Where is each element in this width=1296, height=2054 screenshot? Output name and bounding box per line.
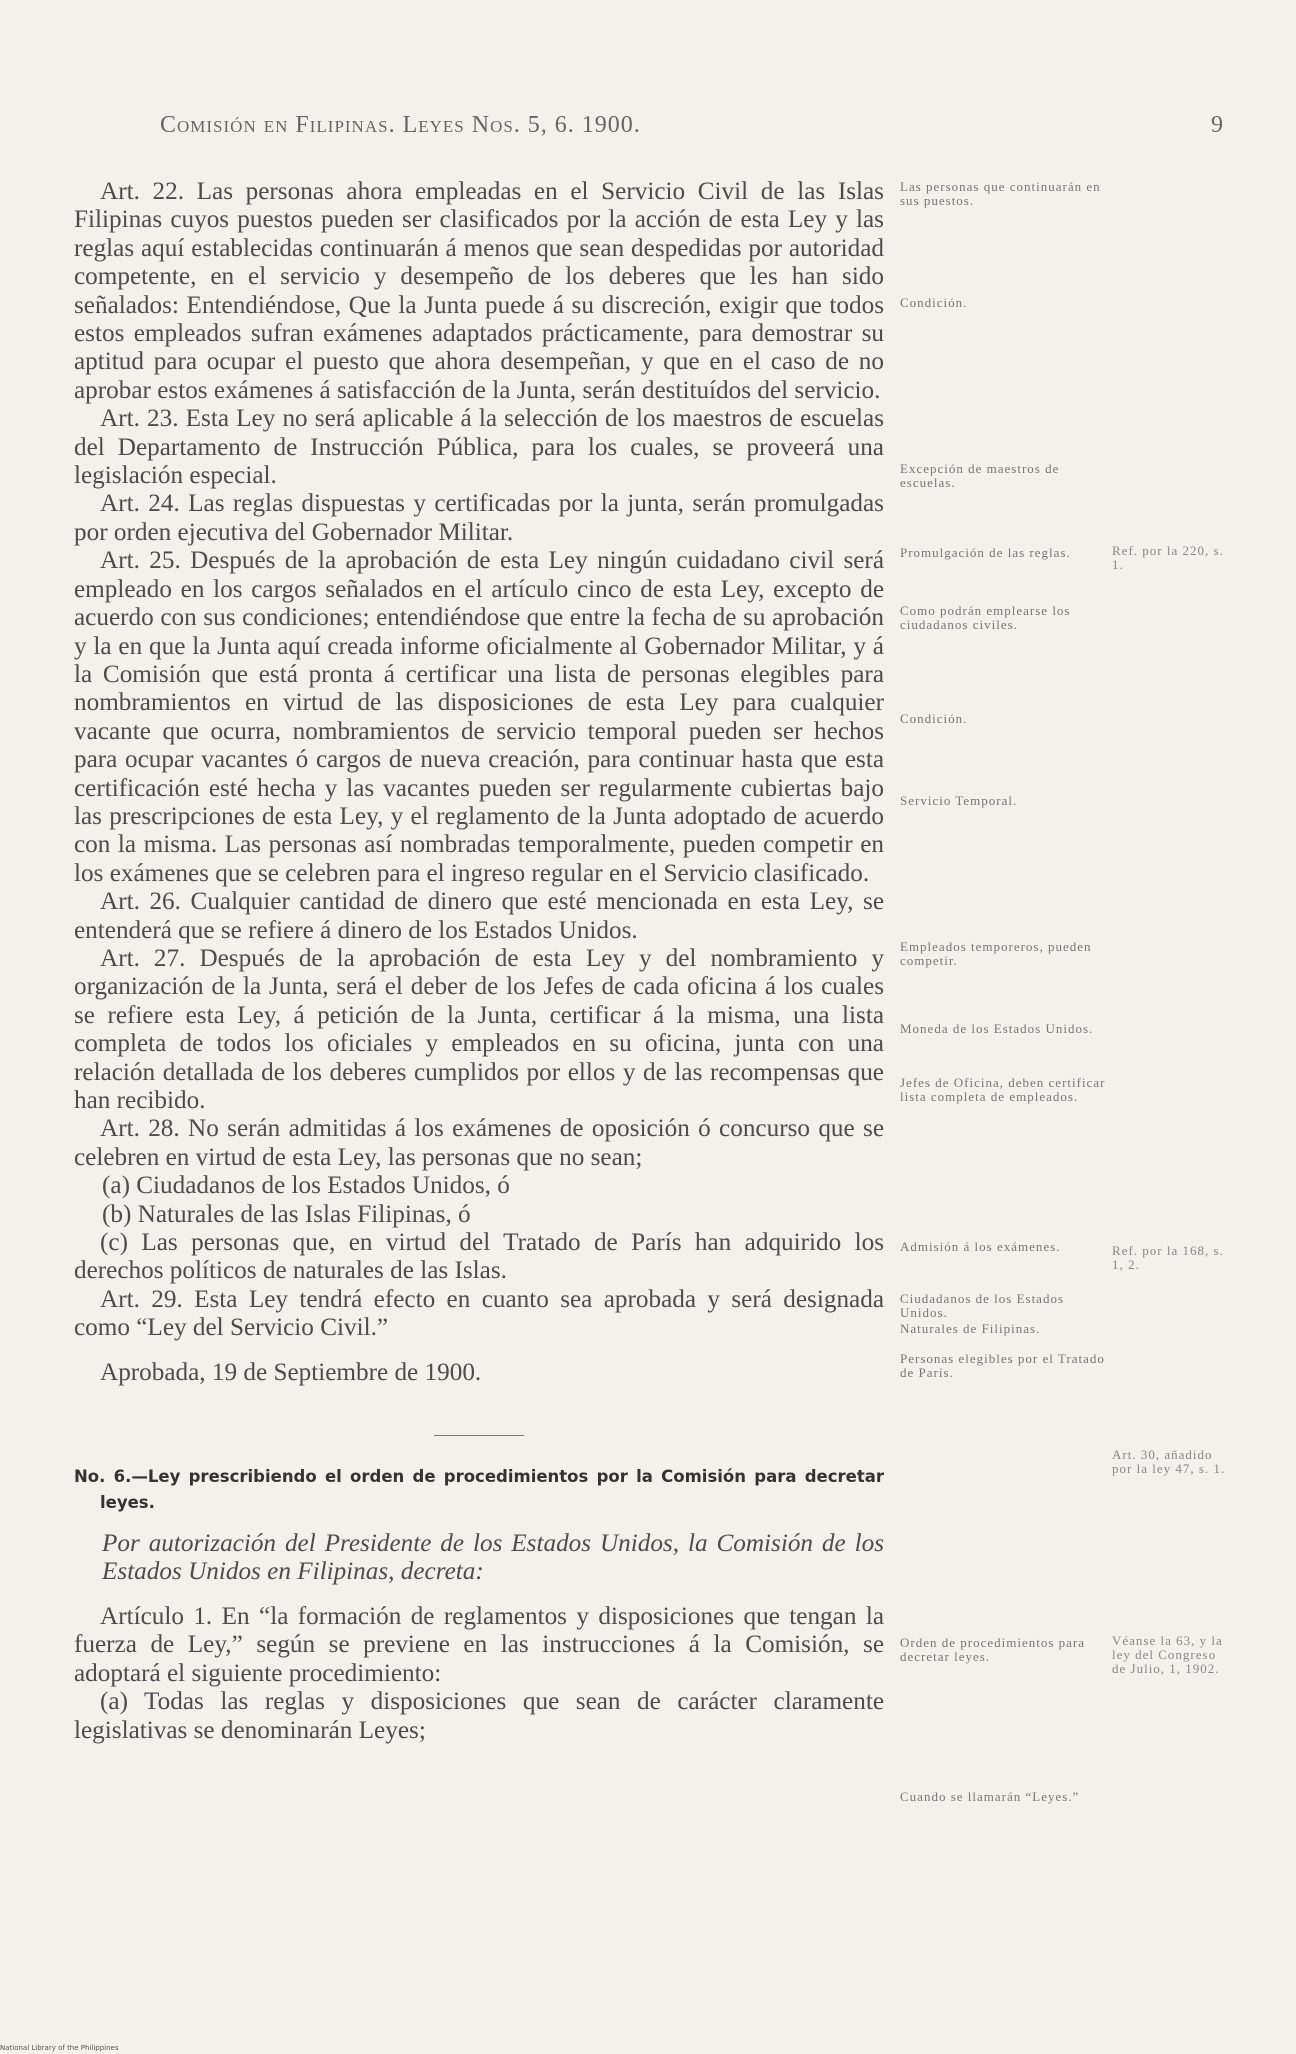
article-23: Art. 23. Esta Ley no será aplicable á la selección de los maestros de escuelas del Departamento de Instrucción Pública, para los cuales, se proveerá una legislación especial.	[74, 405, 884, 490]
article-28-item-b: (b) Naturales de las Islas Filipinas, ó	[102, 1200, 471, 1228]
margin-note: Cuando se llamarán “Leyes.”	[900, 1789, 1080, 1804]
margin-note: Personas elegibles por el Tratado de París.	[900, 1351, 1105, 1380]
reference-note: Véanse la 63, y la ley del Congreso de Julio, 1, 1902.	[1112, 1633, 1223, 1676]
article-24: Art. 24. Las reglas dispuestas y certificadas por la junta, serán promulgadas por orden ejecutiva del Gobernador Militar.	[74, 490, 884, 546]
page-header	[160, 112, 1240, 152]
main-text	[74, 178, 884, 1745]
page-number: 9	[1211, 112, 1224, 138]
margin-note: Moneda de los Estados Unidos.	[900, 1021, 1094, 1036]
margin-note: Admisión á los exámenes.	[900, 1239, 1061, 1254]
article-1-item-a: (a) Todas las reglas y disposiciones que sean de carácter claramente legislativas se denominarán Leyes;	[74, 1688, 884, 1744]
article-29: Art. 29. Esta Ley tendrá efecto en cuanto sea aprobada y será designada como “Ley del Servicio Civil.”	[74, 1285, 884, 1342]
margin-note: Servicio Temporal.	[900, 793, 1018, 808]
article-1: Artículo 1. En “la formación de reglamentos y disposiciones que tengan la fuerza de Ley,” según se previene en las instrucciones á la Comisión, se adoptará el siguiente procedimiento:	[74, 1602, 884, 1687]
law-6-heading: No. 6.—Ley prescribiendo el orden de procedimientos por la Comisión para decretar leyes.	[74, 1467, 884, 1513]
reference-note: Ref. por la 168, s. 1, 2.	[1112, 1243, 1224, 1272]
margin-note: Orden de procedimientos para decretar leyes.	[900, 1635, 1086, 1664]
margin-note: Jefes de Oficina, deben certificar lista completa de empleados.	[900, 1075, 1106, 1104]
margin-note: Naturales de Filipinas.	[900, 1321, 1041, 1336]
margin-note: Condición.	[900, 711, 968, 726]
margin-note: Ciudadanos de los Estados Unidos.	[900, 1291, 1065, 1320]
reference-note: Ref. por la 220, s. 1.	[1112, 543, 1224, 572]
approval-date: Aprobada, 19 de Septiembre de 1900.	[100, 1358, 482, 1386]
article-25: Art. 25. Después de la aprobación de esta Ley ningún cuidadano civil será empleado en los cargos señalados en el artículo cinco de esta Ley, excepto de acuerdo con sus condiciones; entendiéndose que entre la fecha de su aprobación y la en que la Junta aquí creada informe oficialmente al Gobernador Militar, y á la Comisión que está pronta á certificar una lista de personas elegibles para nombramientos en virtud de las disposiciones de esta Ley para cualquier vacante que ocurra, nombramientos de servicio temporal pueden ser hechos para ocupar vacantes ó cargos de nueva creación, para continuar hasta que esta certificación esté hecha y las vacantes pueden ser regularmente cubiertas bajo las prescripciones de esta Ley, y el reglamento de la Junta adoptado de acuerdo con la misma. Las personas así nombradas temporalmente, pueden competir en los exámenes que se celebren para el ingreso regular en el Servicio clasificado.	[74, 547, 884, 887]
article-28: Art. 28. No serán admitidas á los exámenes de oposición ó concurso que se celebren en virtud de esta Ley, las personas que no sean;	[74, 1115, 884, 1171]
reference-note: Art. 30, añadido por la ley 47, s. 1.	[1112, 1447, 1226, 1476]
margin-note: Como podrán emplearse los ciudadanos civiles.	[900, 603, 1071, 632]
decree-formula: Por autorización del Presidente de los Estados Unidos, la Comisión de los Estados Unidos en Filipinas, decreta:	[102, 1530, 884, 1586]
article-28-item-c: (c) Las personas que, en virtud del Tratado de París han adquirido los derechos políticos de naturales de las Islas.	[74, 1229, 884, 1285]
scan-footer: National Library of the Philippines	[0, 2044, 119, 2052]
article-28-item-a: (a) Ciudadanos de los Estados Unidos, ó	[102, 1172, 510, 1200]
running-title: Comisión en Filipinas. Leyes Nos. 5, 6. 1900.	[160, 112, 641, 138]
margin-note: Empleados temporeros, pueden competir.	[900, 939, 1092, 968]
margin-note: Condición.	[900, 295, 968, 310]
margin-note: Las personas que continuarán en sus puestos.	[900, 179, 1101, 208]
article-27: Art. 27. Después de la aprobación de esta Ley y del nombramiento y organización de la Junta, será el deber de los Jefes de cada oficina á los cuales se refiere esta Ley, á petición de la Junta, certificar á la misma, una lista completa de todos los oficiales y empleados en su oficina, junta con una relación detallada de los deberes cumplidos por ellos y de las recompensas que han recibido.	[74, 944, 884, 1114]
section-divider	[434, 1435, 524, 1436]
margin-note: Promulgación de las reglas.	[900, 545, 1071, 560]
margin-note: Excepción de maestros de escuelas.	[900, 461, 1060, 490]
article-22: Art. 22. Las personas ahora empleadas en el Servicio Civil de las Islas Filipinas cuyos puestos pueden ser clasificados por la acción de esta Ley y las reglas aquí establecidas continuarán á menos que sean despedidas por autoridad competente, en el servicio y desempeño de los deberes que les han sido señalados: Entendiéndose, Que la Junta puede á su discreción, exigir que todos estos empleados sufran exámenes adaptados prácticamente, para demostrar su aptitud para ocupar el puesto que ahora desempeñan, y que en el caso de no aprobar estos exámenes á satisfacción de la Junta, serán destituídos del servicio.	[74, 178, 884, 404]
article-26: Art. 26. Cualquier cantidad de dinero que esté mencionada en esta Ley, se entenderá que se refiere á dinero de los Estados Unidos.	[74, 888, 884, 944]
